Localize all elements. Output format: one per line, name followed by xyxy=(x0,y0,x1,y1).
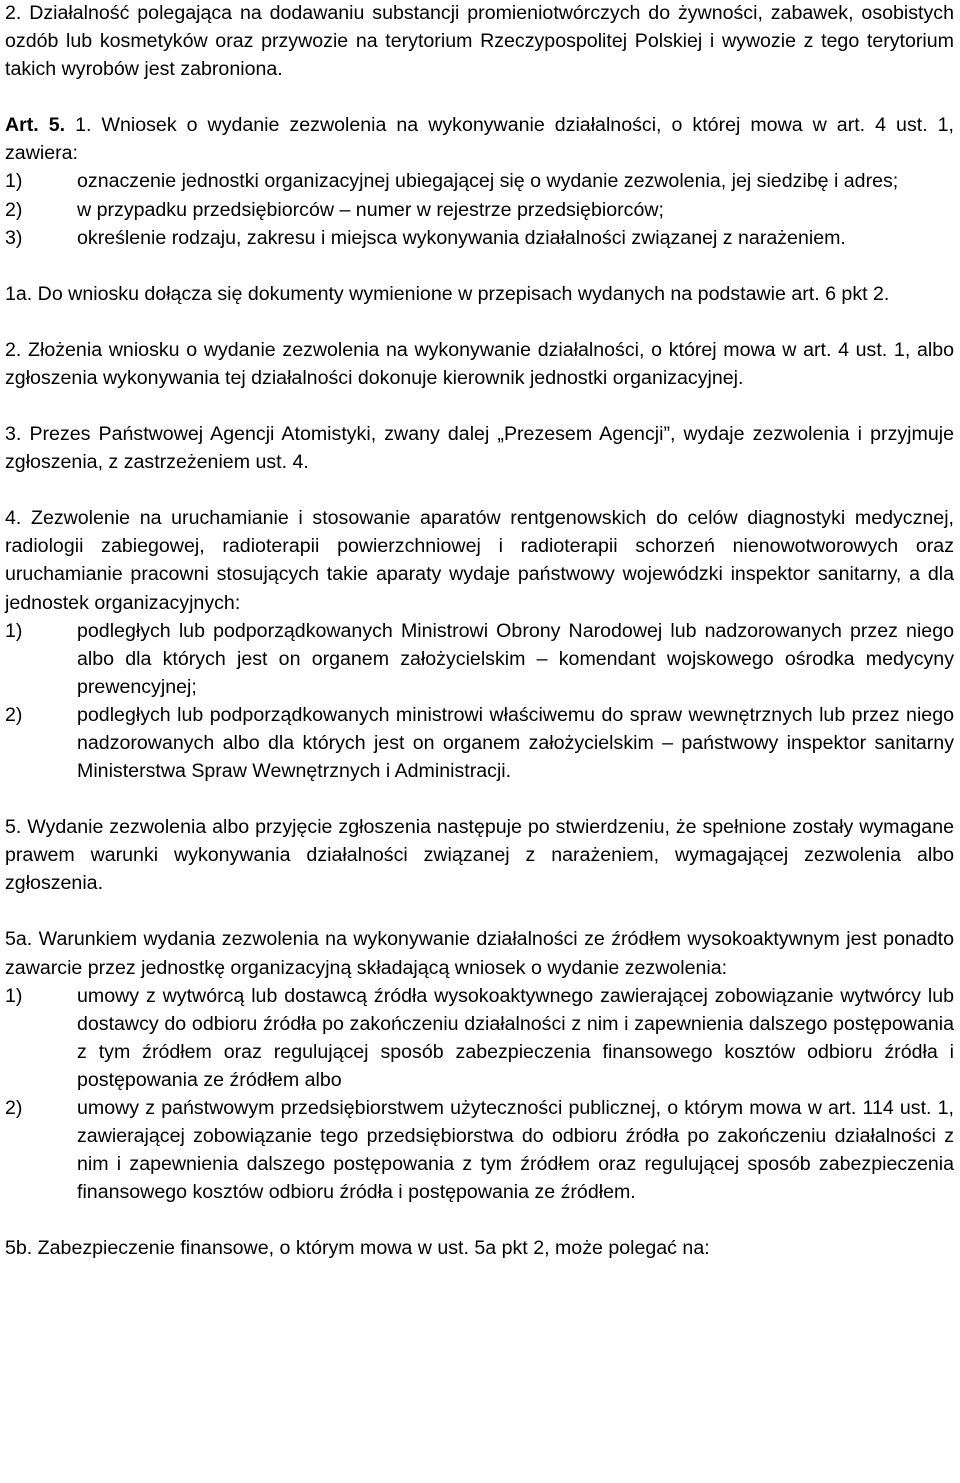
paragraph-art5-ust1 xyxy=(5,111,954,167)
list-item xyxy=(5,701,954,785)
list-item xyxy=(5,224,954,252)
list-item-number: 1) xyxy=(5,984,23,1007)
paragraph-art5-ust5a: 5a. Warunkiem wydania zezwolenia na wykonywanie działalności ze źródłem wysokoaktywnym jest ponadto zawarcie przez jednostkę organizacyjną składającą wniosek o wydanie zezwolenia: xyxy=(5,928,954,979)
list-item-number: 3) xyxy=(5,226,23,249)
paragraph-art5-ust3: 3. Prezes Państwowej Agencji Atomistyki, zwany dalej „Prezesem Agencji”, wydaje zezwolenia i przyjmuje zgłoszenia, z zastrzeżeniem ust. 4. xyxy=(5,423,954,474)
list-item-number: 2) xyxy=(5,703,23,726)
list-item-text: podległych lub podporządkowanych ministrowi właściwemu do spraw wewnętrznych lub przez niego nadzorowanych albo dla których jest on organem założycielskim – państwowy inspektor sanitarny Ministerstwa Spraw Wewnętrznych i Administracji. xyxy=(77,703,954,783)
list-item xyxy=(5,982,954,1094)
list-item-number: 2) xyxy=(5,1097,23,1119)
paragraph-art5-ust2: 2. Złożenia wniosku o wydanie zezwolenia na wykonywanie działalności, o której mowa w art. 4 ust. 1, albo zgłoszenia wykonywania tej działalności dokonuje kierownik jednostki organizacyjnej. xyxy=(5,338,954,389)
paragraph-art5-ust4: 4. Zezwolenie na uruchamianie i stosowanie aparatów rentgenowskich do celów diagnostyki medycznej, radiologii zabiegowej, radioterapii powierzchniowej i radioterapii schorzeń nienowotworowych oraz uruchamianie pracowni stosujących takie aparaty wydaje państwowy wojewódzki inspektor sanitarny, a dla jednostek organizacyjnych: xyxy=(5,507,954,614)
article-label: Art. 5. xyxy=(5,114,66,137)
list-item-text: określenie rodzaju, zakresu i miejsca wykonywania działalności związanej z narażeniem. xyxy=(77,226,846,249)
paragraph-art5-ust5: 5. Wydanie zezwolenia albo przyjęcie zgłoszenia następuje po stwierdzeniu, że spełnione zostały wymagane prawem warunki wykonywania działalności związanej z narażeniem, wymagającej zezwolenia albo zgłoszenia. xyxy=(5,816,954,895)
document-page xyxy=(5,0,954,1262)
list-art5-ust5a xyxy=(5,982,954,1207)
list-item-text: umowy z państwowym przedsiębiorstwem użyteczności publicznej, o którym mowa w art. 114 ust. 1, zawierającej zobowiązanie tego przedsiębiorstwa do odbioru źródła po zakończeniu działalności z nim i zapewnienia dalszego postępowania z tym źródłem oraz regulującej sposób zabezpieczenia finansowego kosztów odbioru źródła i postępowania ze źródłem. xyxy=(77,1097,954,1204)
list-item-number: 2) xyxy=(5,198,23,221)
list-item-text: umowy z wytwórcą lub dostawcą źródła wysokoaktywnego zawierającej zobowiązanie wytwórcy lub dostawcy do odbioru źródła po zakończeniu działalności z nim i zapewnienia dalszego postępowania z tym źródłem oraz regulującej sposób zabezpieczenia finansowego kosztów odbioru źródła i postępowania ze źródłem albo xyxy=(77,984,954,1091)
paragraph-art5-ust1a: 1a. Do wniosku dołącza się dokumenty wymienione w przepisach wydanych na podstawie art. 6 pkt 2. xyxy=(5,282,890,305)
list-art5-ust1 xyxy=(5,167,954,251)
list-item xyxy=(5,167,954,195)
list-item-text: oznaczenie jednostki organizacyjnej ubiegającej się o wydanie zezwolenia, jej siedzibę i adres; xyxy=(77,170,899,193)
list-item-text: podległych lub podporządkowanych Ministrowi Obrony Narodowej lub nadzorowanych przez niego albo dla których jest on organem założycielskim – komendant wojskowego ośrodka medycyny prewencyjnej; xyxy=(77,619,954,698)
paragraph-art5-ust1-text: 1. Wniosek o wydanie zezwolenia na wykonywanie działalności, o której mowa w art. 4 ust. 1, zawiera: xyxy=(5,114,954,165)
list-item-text: w przypadku przedsiębiorców – numer w rejestrze przedsiębiorców; xyxy=(77,198,664,221)
list-item xyxy=(5,1094,954,1206)
list-item xyxy=(5,617,954,701)
list-item-number: 1) xyxy=(5,619,23,642)
list-art5-ust4 xyxy=(5,617,954,786)
paragraph-art5-ust5b: 5b. Zabezpieczenie finansowe, o którym mowa w ust. 5a pkt 2, może polegać na: xyxy=(5,1237,710,1260)
list-item-number: 1) xyxy=(5,170,23,193)
list-item xyxy=(5,196,954,224)
paragraph-art4-ust2: 2. Działalność polegająca na dodawaniu substancji promieniotwórczych do żywności, zabawek, osobistych ozdób lub kosmetyków oraz przywozie na terytorium Rzeczypospolitej Polskiej i wywozie z tego terytorium takich wyrobów jest zabroniona. xyxy=(5,2,954,81)
